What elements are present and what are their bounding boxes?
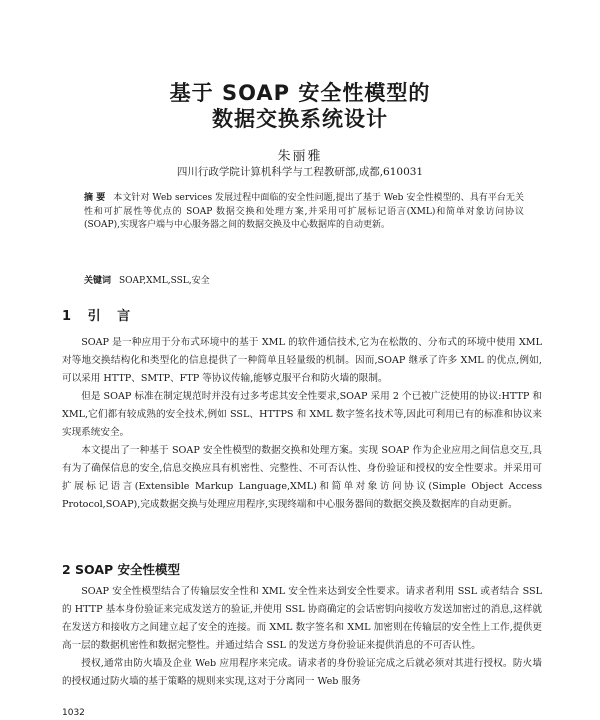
abstract-text: 本文针对 Web services 发展过程中面临的安全性问题,提出了基于 Web 安全性模型的、具有平台无关性和可扩展性等优点的 SOAP 数据交换和处理方案,并采用可扩展标记语言(XML)和简单对象访问协议(SOAP),实现客户端与中心服务器之间的数据交换及中心数据库的自动更新。 <box>84 193 524 230</box>
section-2-paragraph: SOAP 安全性模型结合了传输层安全性和 XML 安全性来达到安全性要求。请求者利用 SSL 或者结合 SSL 的 HTTP 基本身份验证来完成发送方的验证,并使用 SSL 协商确定的会话密钥向接收方发送加密过的消息,这样就在发送方和接收方之间建立起了安全的连接。而 XML 数字签名和 XML 加密则在传输层的安全性上工作,提供更高一层的数据机密性和数据完整性。并通过结合 SSL 的发送方身份验证来提供消息的不可否认性。 <box>62 586 542 651</box>
paper-title-line-1: 基于 SOAP 安全性模型的 <box>169 81 431 105</box>
section-1-body <box>62 334 542 514</box>
abstract-label: 摘 要 <box>84 193 106 203</box>
section-1-paragraph: 本文提出了一种基于 SOAP 安全性模型的数据交换和处理方案。实现 SOAP 作为企业应用之间信息交互,具有为了确保信息的安全,信息交换应具有机密性、完整性、不可否认性、身份验证和授权的安全性要求。并采用可扩展标记语言(Extensible Markup Language,XML)和简单对象访问协议(Simple Object Access Protocol,SOAP),完成数据交换与处理应用程序,实现终端和中心服务器间的数据交换及数据库的自动更新。 <box>62 445 542 510</box>
section-2-body <box>62 583 542 691</box>
paper-title-line-2: 数据交换系统设计 <box>212 107 388 131</box>
section-1-heading: 1 引 言 <box>62 309 137 324</box>
abstract <box>84 192 524 233</box>
author-name: 朱丽雅 <box>277 149 323 164</box>
keywords-text: SOAP,XML,SSL,安全 <box>119 276 210 286</box>
keywords <box>84 275 524 288</box>
keywords-label: 关键词 <box>84 276 112 286</box>
author-affiliation: 四川行政学院计算机科学与工程教研部,成都,610031 <box>176 166 424 178</box>
section-2-heading: 2 SOAP 安全性模型 <box>62 562 181 577</box>
page-number: 1032 <box>62 708 85 718</box>
section-1-paragraph: SOAP 是一种应用于分布式环境中的基于 XML 的软件通信技术,它为在松散的、分布式的环境中使用 XML 对等地交换结构化和类型化的信息提供了一种简单且轻量级的机制。因而,SOAP 继承了许多 XML 的优点,例如,可以采用 HTTP、SMTP、FTP 等协议传输,能够克服平台和防火墙的限制。 <box>62 337 542 384</box>
section-2-paragraph: 授权,通常由防火墙及企业 Web 应用程序来完成。请求者的身份验证完成之后就必须对其进行授权。防火墙的授权通过防火墙的基于策略的规则来实现,这对于分离同一 Web 服务 <box>62 658 542 687</box>
section-1-paragraph: 但是 SOAP 标准在制定规范时并没有过多考虑其安全性要求,SOAP 采用 2 个已被广泛使用的协议:HTTP 和 XML,它们都有较成熟的安全技术,例如 SSL、HTTPS 和 XML 数字签名技术等,因此可利用已有的标准和协议来实现系统安全。 <box>62 391 542 438</box>
